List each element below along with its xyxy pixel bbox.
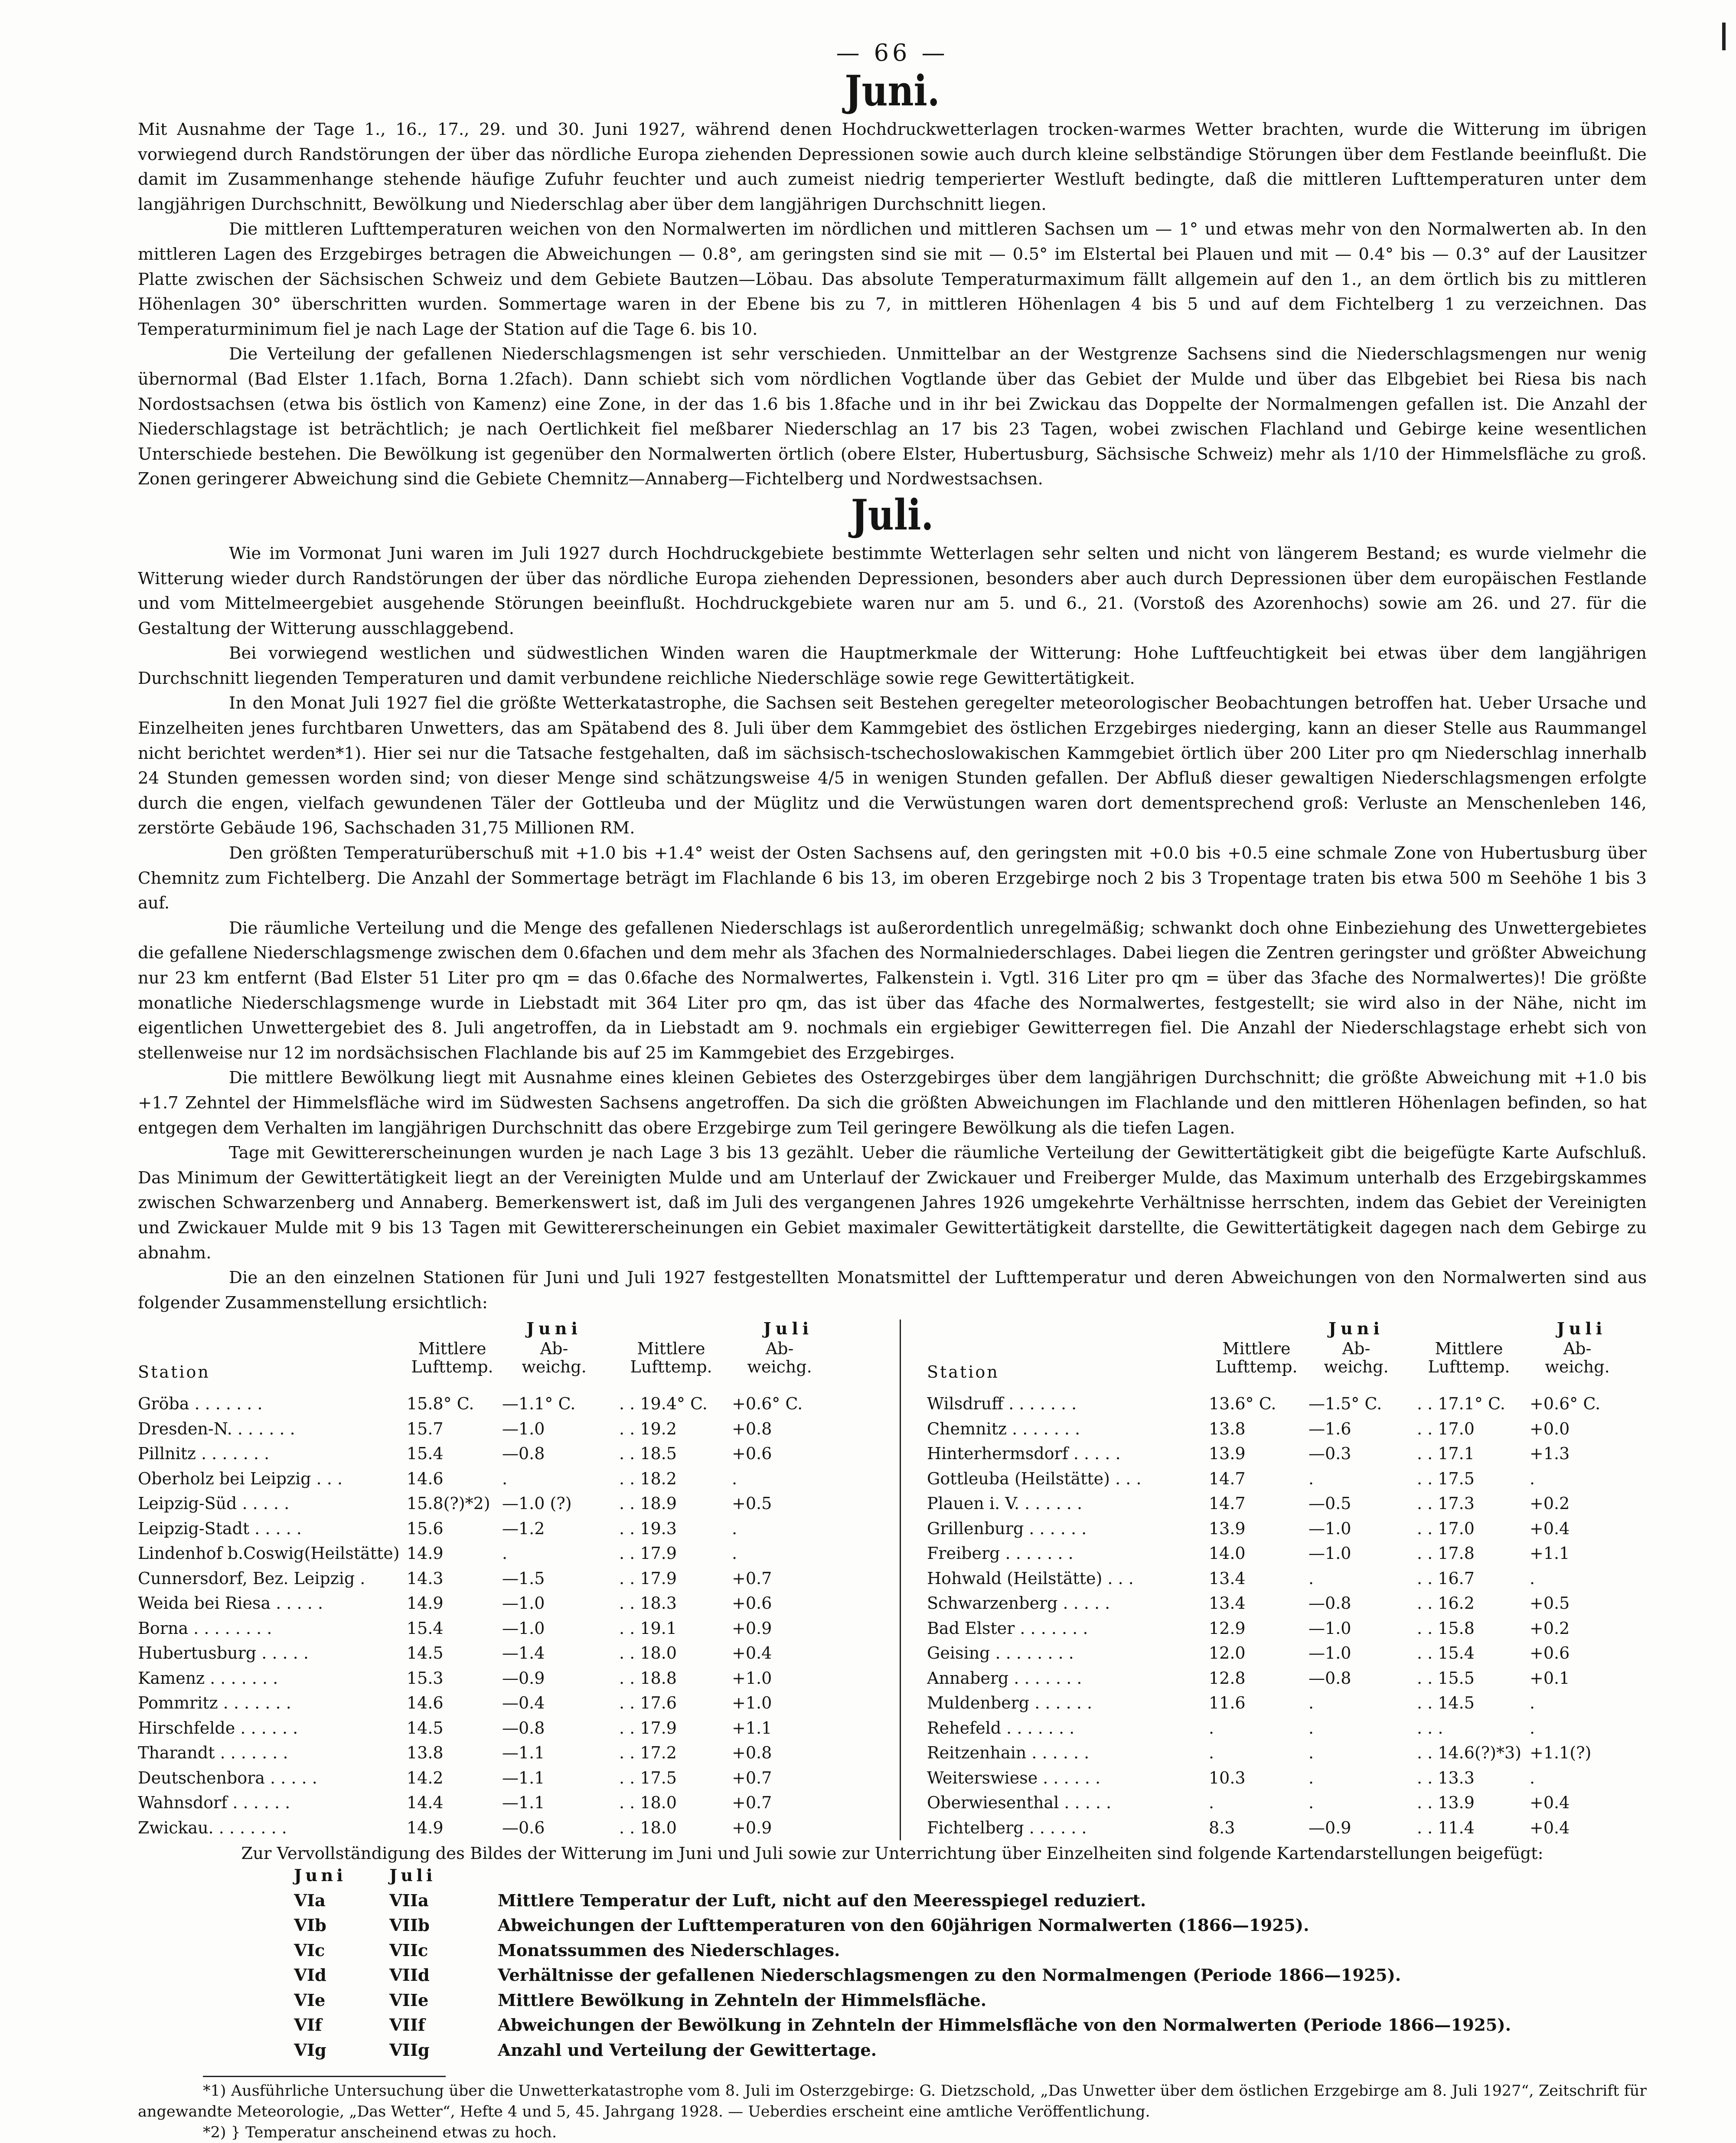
mean-juni: 13.4 <box>1209 1594 1246 1613</box>
mean-juli: . . 13.3 <box>1417 1768 1475 1787</box>
dev-juli: +0.4 <box>1530 1519 1570 1538</box>
dev-juni: —1.0 <box>1309 1544 1351 1563</box>
mean-juli: . . 17.0 <box>1417 1419 1475 1438</box>
table-row <box>138 1566 875 1591</box>
july-paragraph-4: Den größten Temperaturüberschuß mit +1.0 bis +1.4° weist der Osten Sachsens auf, den geringsten mit +0.0 bis +0.5 eine schmale Zone von Hubertusburg über Chemnitz zum Fichtelberg. Die Anzahl der Sommertage beträgt im Flachlande 6 bis 13, im oberen Erzgebirge noch 2 bis 3 Tropentage traten bis etwa 500 m Seehöhe 1 bis 3 auf. <box>138 843 1647 913</box>
table-row <box>138 1467 875 1492</box>
mean-juli: . . 17.2 <box>619 1743 677 1763</box>
map-code-juni: VIf <box>294 2016 322 2035</box>
dev-juni: —0.5 <box>1309 1494 1351 1513</box>
mean-juni: 10.3 <box>1209 1768 1246 1787</box>
map-description: Abweichungen der Lufttemperaturen von den 60jährigen Normalwerten (1866—1925). <box>498 1916 1309 1936</box>
dev-juni: —0.8 <box>1309 1594 1351 1613</box>
mean-juni: 15.8(?)*2) <box>407 1494 490 1513</box>
mean-juli: . . 19.4° C. <box>619 1394 708 1414</box>
map-code-juni: VIc <box>294 1940 325 1960</box>
table-row <box>927 1392 1647 1417</box>
dev-juni: . <box>502 1469 508 1488</box>
mean-juni: 15.3 <box>407 1668 444 1688</box>
mean-juli: . . 18.0 <box>619 1818 677 1837</box>
table-row <box>927 1467 1647 1492</box>
dev-juli: . <box>1530 1718 1535 1738</box>
station-name: Chemnitz . . . . . . . <box>927 1419 1080 1438</box>
dev-juli: +0.6 <box>1530 1643 1570 1663</box>
station-name: Freiberg . . . . . . . <box>927 1544 1074 1563</box>
dev-juni: —0.4 <box>502 1693 545 1713</box>
dev-juli: +0.4 <box>1530 1818 1570 1837</box>
dev-juni: . <box>1309 1743 1314 1763</box>
july-paragraph-5: Die räumliche Verteilung und die Menge des gefallenen Niederschlags ist außerordentlich unregelmäßig; schwankt doch ohne Einbeziehung des Unwettergebietes die gefallene Niederschlagsmenge zwischen dem 0.6fachen und dem mehr als 3fachen des Normalniederschlages. Dabei liegen die Zentren geringster und größter Abweichung nur 23 km entfernt (Bad Elster 51 Liter pro qm = das 0.6fache des Normalwertes, Falkenstein i. Vgtl. 316 Liter pro qm = über das 3fache des Normalwertes)! Die größte monatliche Niederschlagsmenge wurde in Liebstadt mit 364 Liter pro qm, das ist über das 4fache des Normalwertes, festgestellt; sie wird also in der Nähe, nicht im eigentlichen Unwettergebiet des 8. Juli angetroffen, da in Liebstadt am 9. nochmals ein ergiebiger Gewitterregen fiel. Die Anzahl der Niederschlagstage erhebt sich von stellenweise nur 12 im nordsächsischen Flachlande bis auf 25 im Kammgebiet des Erzgebirges. <box>138 918 1647 1063</box>
map-code-juli: VIIe <box>389 1990 429 2010</box>
table-row <box>927 1816 1647 1841</box>
mean-juni: 13.9 <box>1209 1519 1246 1538</box>
mean-juni: 13.6° C. <box>1209 1394 1276 1414</box>
dev-juli: +1.0 <box>732 1693 772 1713</box>
mean-juli: . . 19.2 <box>619 1419 677 1438</box>
dev-juli: +0.7 <box>732 1568 772 1588</box>
station-name: Leipzig-Süd . . . . . <box>138 1494 290 1513</box>
station-name: Wilsdruff . . . . . . . <box>927 1394 1077 1414</box>
mean-juni: 14.9 <box>407 1594 444 1613</box>
table-row <box>138 1766 875 1791</box>
dev-juni: —1.0 <box>502 1618 545 1638</box>
dev-juni: —1.1 <box>502 1793 545 1813</box>
map-list-item <box>138 1988 1647 2013</box>
mean-juli: . . 14.6(?)*3) <box>1417 1743 1521 1763</box>
dev-juli: . <box>732 1544 737 1563</box>
mean-juni: 15.6 <box>407 1519 444 1538</box>
mean-juli: . . 17.8 <box>1417 1544 1475 1563</box>
station-name: Muldenberg . . . . . . <box>927 1693 1093 1713</box>
dev-juli: +0.0 <box>1530 1419 1570 1438</box>
station-name: Pillnitz . . . . . . . <box>138 1444 270 1464</box>
dev-juni: —1.0 <box>1309 1643 1351 1663</box>
table-row <box>927 1741 1647 1766</box>
mean-juni: 13.4 <box>1209 1568 1246 1588</box>
map-list-body <box>138 1888 1647 2063</box>
mean-juli: . . 17.9 <box>619 1544 677 1563</box>
map-code-juli: VIIf <box>389 2016 425 2035</box>
station-name: Weiterswiese . . . . . . <box>927 1768 1101 1787</box>
mean-juni: 15.8° C. <box>407 1394 474 1414</box>
map-list-intro: Zur Vervollständigung des Bildes der Witterung im Juni und Juli sowie zur Unterrichtung über Einzelheiten sind folgende Kartendarstellungen beigefügt: <box>241 1844 1543 1864</box>
mean-juli: . . 11.4 <box>1417 1818 1475 1837</box>
station-name: Hirschfelde . . . . . . <box>138 1718 298 1738</box>
mean-juni: 12.9 <box>1209 1618 1246 1638</box>
dev-juni: —0.6 <box>502 1818 545 1837</box>
mean-juli: . . 16.2 <box>1417 1594 1475 1613</box>
header-dev-juni: Ab- weichg. <box>522 1339 587 1377</box>
map-list-item <box>138 2038 1647 2063</box>
mean-juli: . . 17.1 <box>1417 1444 1475 1464</box>
mean-juli: . . 18.0 <box>619 1793 677 1813</box>
map-code-juli: VIIg <box>389 2040 430 2060</box>
mean-juni: . <box>1209 1743 1214 1763</box>
heading-june: Juni. <box>845 66 940 115</box>
table-row <box>927 1790 1647 1816</box>
heading-july: Juli. <box>851 490 934 539</box>
table-row <box>138 1691 875 1716</box>
dev-juni: —1.0 <box>1309 1519 1351 1538</box>
july-paragraph-3: In den Monat Juli 1927 fiel die größte Wetterkatastrophe, die Sachsen seit Bestehen geregelter meteorologischer Beobachtungen betroffen hat. Ueber Ursache und Einzelheiten jenes furchtbaren Unwetters, das am Spätabend des 8. Juli über dem Kammgebiet des östlichen Erzgebirges niederging, kann an dieser Stelle aus Raummangel nicht berichtet werden*1). Hier sei nur die Tatsache festgehalten, daß im sächsisch-tschechoslowakischen Kammgebiet örtlich über 200 Liter pro qm Niederschlag innerhalb 24 Stunden gemessen worden sind; von dieser Menge sind schätzungsweise 4/5 in wenigen Stunden gefallen. Der Abfluß dieser gewaltigen Niederschlagsmengen erfolgte durch die engen, vielfach gewundenen Täler der Gottleuba und der Müglitz und die Verwüstungen waren dort dementsprechend groß: Verluste an Menschenleben 146, zerstörte Gebäude 196, Sachschaden 31,75 Millionen RM. <box>138 693 1647 838</box>
dev-juni: —1.0 <box>1309 1618 1351 1638</box>
dev-juni: —1.2 <box>502 1519 545 1538</box>
dev-juli: +1.1(?) <box>1530 1743 1592 1763</box>
mean-juni: 14.5 <box>407 1718 444 1738</box>
dev-juli: . <box>1530 1469 1535 1488</box>
dev-juni: —0.8 <box>502 1718 545 1738</box>
table-row <box>138 1616 875 1641</box>
june-paragraph-3: Die Verteilung der gefallenen Niederschlagsmengen ist sehr verschieden. Unmittelbar an der Westgrenze Sachsens sind die Niederschlagsmengen nur wenig übernormal (Bad Elster 1.1fach, Borna 1.2fach). Dann schiebt sich vom nördlichen Vogtlande über das Gebiet der Mulde und über das Elbgebiet bei Riesa bis nach Nordostsachsen (etwa bis östlich von Kamenz) eine Zone, in der das 1.6 bis 1.8fache und in ihr bei Zwickau das Doppelte der Normalmengen gefallen ist. Die Anzahl der Niederschlagstage ist beträchtlich; je nach Oertlichkeit fiel meßbarer Niederschlag an 17 bis 23 Tagen, wobei zwischen Flachland und Gebirge keine wesentlichen Unterschiede bestehen. Die Bewölkung ist gegenüber den Normalwerten örtlich (obere Elster, Hubertusburg, Sächsische Schweiz) mehr als 1/10 der Himmelsfläche zu groß. Zonen geringerer Abweichung sind die Gebiete Chemnitz—Annaberg—Fichtelberg und Nordwestsachsen. <box>138 344 1647 489</box>
dev-juni: —0.9 <box>1309 1818 1351 1837</box>
station-name: Plauen i. V. . . . . . . <box>927 1494 1083 1513</box>
dev-juli: +1.3 <box>1530 1444 1570 1464</box>
station-name: Hohwald (Heilstätte) . . . <box>927 1568 1134 1588</box>
station-name: Deutschenbora . . . . . <box>138 1768 317 1787</box>
station-name: Lindenhof b.Coswig(Heilstätte) <box>138 1544 400 1563</box>
table-row <box>927 1417 1647 1442</box>
mean-juli: . . 18.5 <box>619 1444 677 1464</box>
document-page <box>138 39 1647 2143</box>
mean-juli: . . 15.4 <box>1417 1643 1475 1663</box>
dev-juli: +0.4 <box>1530 1793 1570 1813</box>
scan-edge-mark <box>1722 23 1726 50</box>
mean-juni: 14.3 <box>407 1568 444 1588</box>
mean-juli: . . 17.9 <box>619 1568 677 1588</box>
header-juni: Juni <box>1328 1319 1384 1339</box>
dev-juni: . <box>1309 1693 1314 1713</box>
map-description: Abweichungen der Bewölkung in Zehnteln der Himmelsfläche von den Normalwerten (Periode 1866—1925). <box>498 2016 1511 2035</box>
dev-juli: +0.7 <box>732 1793 772 1813</box>
station-name: Fichtelberg . . . . . . <box>927 1818 1087 1837</box>
map-list-item <box>138 1888 1647 1914</box>
map-list-item <box>138 1963 1647 1988</box>
dev-juli: +1.1 <box>1530 1544 1570 1563</box>
table-row <box>138 1816 875 1841</box>
footnote-rule <box>203 2076 446 2077</box>
july-paragraph-1: Wie im Vormonat Juni waren im Juli 1927 durch Hochdruckgebiete bestimmte Wetterlagen sehr selten und nicht von längerem Bestand; es wurde vielmehr die Witterung wieder durch Randstörungen der über das nördliche Europa ziehenden Depressionen, besonders aber auch durch Depressionen über dem europäischen Festlande und vom Mittelmeergebiet ausgehende Störungen beeinflußt. Hochdruckgebiete waren nur am 5. und 6., 21. (Vorstoß des Azorenhochs) sowie am 26. und 27. für die Gestaltung der Witterung ausschlaggebend. <box>138 543 1647 638</box>
table-body-left <box>138 1392 875 1840</box>
dev-juni: . <box>1309 1718 1314 1738</box>
dev-juni: . <box>1309 1568 1314 1588</box>
table-row <box>138 1641 875 1666</box>
table-row <box>927 1691 1647 1716</box>
table-row <box>138 1491 875 1516</box>
mean-juli: . . 18.3 <box>619 1594 677 1613</box>
mean-juli: . . 15.8 <box>1417 1618 1475 1638</box>
station-name: Cunnersdorf, Bez. Leipzig . <box>138 1568 365 1588</box>
mean-juni: 14.4 <box>407 1793 444 1813</box>
dev-juni: —1.6 <box>1309 1419 1351 1438</box>
dev-juni: —0.8 <box>502 1444 545 1464</box>
table-row <box>138 1541 875 1566</box>
map-description: Mittlere Bewölkung in Zehnteln der Himmelsfläche. <box>498 1990 987 2010</box>
station-name: Schwarzenberg . . . . . <box>927 1594 1110 1613</box>
dev-juni: —0.3 <box>1309 1444 1351 1464</box>
mean-juni: 12.0 <box>1209 1643 1246 1663</box>
dev-juli: +0.6° C. <box>732 1394 803 1414</box>
map-list-item <box>138 1938 1647 1963</box>
map-code-juni: VId <box>294 1966 326 1986</box>
page-number: — 66 — <box>836 39 949 66</box>
temperature-tables <box>138 1320 1647 1840</box>
dev-juni: . <box>502 1544 508 1563</box>
table-row <box>927 1516 1647 1542</box>
table-row <box>138 1716 875 1741</box>
station-name: Geising . . . . . . . . <box>927 1643 1074 1663</box>
header-mean-juni: Mittlere Lufttemp. <box>411 1339 493 1377</box>
station-name: Weida bei Riesa . . . . . <box>138 1594 323 1613</box>
map-code-juni: VIg <box>294 2040 326 2060</box>
mean-juni: 13.8 <box>1209 1419 1246 1438</box>
table-header <box>927 1320 1647 1392</box>
map-col-juli: Juli <box>389 1866 436 1886</box>
table-row <box>138 1417 875 1442</box>
mean-juni: . <box>1209 1718 1214 1738</box>
mean-juli: . . 18.0 <box>619 1643 677 1663</box>
dev-juni: —1.0 (?) <box>502 1494 572 1513</box>
station-name: Borna . . . . . . . . <box>138 1618 272 1638</box>
july-paragraph-7: Tage mit Gewittererscheinungen wurden je nach Lage 3 bis 13 gezählt. Ueber die räumliche Verteilung der Gewittertätigkeit gibt die beigefügte Karte Aufschluß. Das Minimum der Gewittertätigkeit liegt an der Vereinigten Mulde und am Unterlauf der Zwickauer und Freiberger Mulde, das Maximum unterhalb des Erzgebirgskammes zwischen Schwarzenberg und Annaberg. Bemerkenswert ist, daß im Juli des vergangenen Jahres 1926 umgekehrte Verhältnisse herrschten, indem das Gebiet der Vereinigten und Zwickauer Mulde mit 9 bis 13 Tagen mit Gewittererscheinungen ein Gebiet maximaler Gewittertätigkeit darstellte, die Gewittertätigkeit dagegen nach dem Gebirge zu abnahm. <box>138 1143 1647 1263</box>
mean-juni: 14.9 <box>407 1544 444 1563</box>
mean-juli: . . 16.7 <box>1417 1568 1475 1588</box>
dev-juni: —1.5° C. <box>1309 1394 1382 1414</box>
mean-juli: . . 19.3 <box>619 1519 677 1538</box>
dev-juli: +0.2 <box>1530 1618 1570 1638</box>
table-row <box>927 1641 1647 1666</box>
table-row <box>138 1741 875 1766</box>
header-mean-juni: Mittlere Lufttemp. <box>1215 1339 1298 1377</box>
dev-juli: . <box>1530 1568 1535 1588</box>
mean-juli: . . . <box>1417 1718 1443 1738</box>
map-list <box>138 1844 1647 2063</box>
dev-juli: . <box>1530 1693 1535 1713</box>
mean-juli: . . 18.8 <box>619 1668 677 1688</box>
mean-juni: 13.8 <box>407 1743 444 1763</box>
footnote-1: *1) Ausführliche Untersuchung über die Unwetterkatastrophe vom 8. Juli im Osterzgebirge: G. Dietzschold, „Das Unwetter über dem östlichen Erzgebirge am 8. Juli 1927“, Zeitschrift für angewandte Meteorologie, „Das Wetter“, Hefte 4 und 5, 45. Jahrgang 1928. — Ueberdies erscheint eine amtliche Veröffentlichung. <box>138 2082 1647 2121</box>
map-description: Monatssummen des Niederschlages. <box>498 1940 840 1960</box>
july-paragraph-8: Die an den einzelnen Stationen für Juni und Juli 1927 festgestellten Monatsmittel der Lufttemperatur und deren Abweichungen von den Normalwerten sind aus folgender Zusammenstellung ersichtlich: <box>138 1268 1647 1313</box>
dev-juli: +0.8 <box>732 1419 772 1438</box>
mean-juli: . . 17.1° C. <box>1417 1394 1505 1414</box>
dev-juli: +0.4 <box>732 1643 772 1663</box>
dev-juli: . <box>1530 1768 1535 1787</box>
header-mean-juli: Mittlere Lufttemp. <box>630 1339 712 1377</box>
station-name: Gröba . . . . . . . <box>138 1394 263 1414</box>
station-name: Annaberg . . . . . . . <box>927 1668 1082 1688</box>
station-name: Oberwiesenthal . . . . . <box>927 1793 1112 1813</box>
station-name: Pommritz . . . . . . . <box>138 1693 291 1713</box>
map-col-juni: Juni <box>294 1866 346 1886</box>
july-paragraph-6: Die mittlere Bewölkung liegt mit Ausnahme eines kleinen Gebietes des Osterzgebirges über dem langjährigen Durchschnitt; die größte Abweichung mit +1.0 bis +1.7 Zehntel der Himmelsfläche wird im Südwesten Sachsens angetroffen. Da sich die größten Abweichungen im Flachlande und den mittleren Höhenlagen befinden, so hat entgegen dem Verhalten im langjährigen Durchschnitt das obere Erzgebirge zum Teil geringere Bewölkung als die tiefen Lagen. <box>138 1068 1647 1138</box>
mean-juni: 14.7 <box>1209 1494 1246 1513</box>
mean-juli: . . 14.5 <box>1417 1693 1475 1713</box>
mean-juni: 14.9 <box>407 1818 444 1837</box>
header-juni: Juni <box>526 1319 582 1339</box>
june-paragraph-2: Die mittleren Lufttemperaturen weichen von den Normalwerten im nördlichen und mittleren Sachsen um — 1° und etwas mehr von den Normalwerten ab. In den mittleren Lagen des Erzgebirges betragen die Abweichungen — 0.8°, am geringsten sind sie mit — 0.5° im Elstertal bei Plauen und mit — 0.4° bis — 0.3° auf der Lausitzer Platte zwischen der Sächsischen Schweiz und dem Gebiete Bautzen—Löbau. Das absolute Temperaturmaximum fällt allgemein auf den 1., an dem örtlich bis zu mittleren Höhenlagen 30° überschritten wurden. Sommertage waren in der Ebene bis zu 7, in mittleren Höhenlagen 4 bis 5 und auf dem Fichtelberg 1 zu verzeichnen. Das Temperaturminimum fiel je nach Lage der Station auf die Tage 6. bis 10. <box>138 219 1647 339</box>
map-list-item <box>138 2013 1647 2038</box>
header-station: Station <box>927 1362 999 1382</box>
mean-juli: . . 15.5 <box>1417 1668 1475 1688</box>
map-description: Mittlere Temperatur der Luft, nicht auf den Meeresspiegel reduziert. <box>498 1891 1146 1911</box>
mean-juni: 13.9 <box>1209 1444 1246 1464</box>
mean-juli: . . 13.9 <box>1417 1793 1475 1813</box>
mean-juni: 15.4 <box>407 1618 444 1638</box>
dev-juni: —1.4 <box>502 1643 545 1663</box>
mean-juni: 12.8 <box>1209 1668 1246 1688</box>
station-name: Rehefeld . . . . . . . <box>927 1718 1075 1738</box>
header-dev-juli: Ab- weichg. <box>1545 1339 1610 1377</box>
table-header <box>138 1320 875 1392</box>
table-row <box>927 1541 1647 1566</box>
mean-juli: . . 17.3 <box>1417 1494 1475 1513</box>
header-mean-juli: Mittlere Lufttemp. <box>1428 1339 1510 1377</box>
map-code-juni: VIb <box>294 1916 326 1936</box>
dev-juni: —1.1° C. <box>502 1394 576 1414</box>
station-name: Tharandt . . . . . . . <box>138 1743 288 1763</box>
header-dev-juni: Ab- weichg. <box>1324 1339 1389 1377</box>
dev-juli: +0.8 <box>732 1743 772 1763</box>
mean-juni: 14.2 <box>407 1768 444 1787</box>
mean-juli: . . 18.9 <box>619 1494 677 1513</box>
map-code-juli: VIIc <box>389 1940 428 1960</box>
map-code-juni: VIe <box>294 1990 326 2010</box>
dev-juni: —0.8 <box>1309 1668 1351 1688</box>
header-station: Station <box>138 1362 210 1382</box>
dev-juli: +0.1 <box>1530 1668 1570 1688</box>
dev-juni: . <box>1309 1793 1314 1813</box>
mean-juni: 14.6 <box>407 1693 444 1713</box>
table-row <box>927 1441 1647 1467</box>
station-name: Zwickau. . . . . . . . <box>138 1818 287 1837</box>
header-juli: Juli <box>763 1319 813 1339</box>
mean-juni: 14.7 <box>1209 1469 1246 1488</box>
station-name: Reitzenhain . . . . . . <box>927 1743 1090 1763</box>
table-row <box>927 1491 1647 1516</box>
dev-juli: +1.1 <box>732 1718 772 1738</box>
table-row <box>927 1666 1647 1691</box>
map-description: Anzahl und Verteilung der Gewittertage. <box>498 2040 877 2060</box>
table-row <box>927 1566 1647 1591</box>
dev-juli: +0.6° C. <box>1530 1394 1601 1414</box>
dev-juli: +1.0 <box>732 1668 772 1688</box>
mean-juni: 14.0 <box>1209 1544 1246 1563</box>
dev-juli: +0.2 <box>1530 1494 1570 1513</box>
table-row <box>927 1616 1647 1641</box>
dev-juni: . <box>1309 1768 1314 1787</box>
map-code-juli: VIId <box>389 1966 430 1986</box>
mean-juni: 11.6 <box>1209 1693 1246 1713</box>
dev-juli: +0.6 <box>732 1444 772 1464</box>
mean-juni: 14.5 <box>407 1643 444 1663</box>
map-code-juni: VIa <box>294 1891 326 1911</box>
map-code-juli: VIIb <box>389 1916 430 1936</box>
july-paragraph-2: Bei vorwiegend westlichen und südwestlichen Winden waren die Hauptmerkmale der Witterung: Hohe Luftfeuchtigkeit bei etwas über dem langjährigen Durchschnitt liegenden Temperaturen und damit verbundene reichliche Niederschläge sowie rege Gewittertätigkeit. <box>138 644 1647 688</box>
dev-juli: +0.9 <box>732 1618 772 1638</box>
dev-juli: . <box>732 1519 737 1538</box>
table-row <box>138 1392 875 1417</box>
mean-juli: . . 17.5 <box>619 1768 677 1787</box>
dev-juli: +0.7 <box>732 1768 772 1787</box>
mean-juli: . . 17.5 <box>1417 1469 1475 1488</box>
dev-juli: +0.5 <box>732 1494 772 1513</box>
table-row <box>138 1441 875 1467</box>
station-name: Dresden-N. . . . . . . <box>138 1419 295 1438</box>
header-juli: Juli <box>1557 1319 1607 1339</box>
station-name: Grillenburg . . . . . . <box>927 1519 1087 1538</box>
table-row <box>927 1716 1647 1741</box>
dev-juli: . <box>732 1469 737 1488</box>
table-row <box>138 1666 875 1691</box>
mean-juli: . . 17.0 <box>1417 1519 1475 1538</box>
header-dev-juli: Ab- weichg. <box>747 1339 812 1377</box>
table-row <box>927 1591 1647 1616</box>
table-row <box>138 1591 875 1616</box>
dev-juni: —1.0 <box>502 1594 545 1613</box>
station-name: Kamenz . . . . . . . <box>138 1668 278 1688</box>
table-row <box>138 1790 875 1816</box>
mean-juni: 15.4 <box>407 1444 444 1464</box>
mean-juli: . . 18.2 <box>619 1469 677 1488</box>
map-list-header <box>138 1863 1647 1888</box>
mean-juni: . <box>1209 1793 1214 1813</box>
dev-juni: . <box>1309 1469 1314 1488</box>
mean-juli: . . 19.1 <box>619 1618 677 1638</box>
mean-juni: 8.3 <box>1209 1818 1235 1837</box>
station-name: Gottleuba (Heilstätte) . . . <box>927 1469 1142 1488</box>
station-name: Hubertusburg . . . . . <box>138 1643 309 1663</box>
dev-juni: —1.5 <box>502 1568 545 1588</box>
map-description: Verhältnisse der gefallenen Niederschlagsmengen zu den Normalmengen (Periode 1866—1925). <box>498 1966 1401 1986</box>
dev-juli: +0.9 <box>732 1818 772 1837</box>
temperature-table-left <box>138 1320 875 1840</box>
dev-juni: —0.9 <box>502 1668 545 1688</box>
table-row <box>138 1516 875 1542</box>
dev-juni: —1.1 <box>502 1743 545 1763</box>
table-row <box>927 1766 1647 1791</box>
mean-juni: 15.7 <box>407 1419 444 1438</box>
map-list-item <box>138 1913 1647 1938</box>
temperature-table-right <box>900 1320 1647 1840</box>
table-body-right <box>927 1392 1647 1840</box>
station-name: Bad Elster . . . . . . . <box>927 1618 1088 1638</box>
station-name: Oberholz bei Leipzig . . . <box>138 1469 343 1488</box>
mean-juni: 14.6 <box>407 1469 444 1488</box>
station-name: Hinterhermsdorf . . . . . <box>927 1444 1121 1464</box>
mean-juli: . . 17.9 <box>619 1718 677 1738</box>
dev-juli: +0.5 <box>1530 1594 1570 1613</box>
june-paragraph-1: Mit Ausnahme der Tage 1., 16., 17., 29. und 30. Juni 1927, während denen Hochdruckwetterlagen trocken-warmes Wetter brachten, wurde die Witterung im übrigen vorwiegend durch Randstörungen der über das nördliche Europa ziehenden Depressionen sowie auch durch kleine selbständige Störungen über dem Festlande beeinflußt. Die damit im Zusammenhange stehende häufige Zufuhr feuchter und auch zumeist niedrig temperierter Westluft bedingte, daß die mittleren Lufttemperaturen unter dem langjährigen Durchschnitt, Bewölkung und Niederschlag aber über dem langjährigen Durchschnitt liegen. <box>138 120 1647 214</box>
dev-juni: —1.0 <box>502 1419 545 1438</box>
map-code-juli: VIIa <box>389 1891 429 1911</box>
dev-juni: —1.1 <box>502 1768 545 1787</box>
dev-juli: +0.6 <box>732 1594 772 1613</box>
station-name: Wahnsdorf . . . . . . <box>138 1793 290 1813</box>
station-name: Leipzig-Stadt . . . . . <box>138 1519 302 1538</box>
footnote-2: *2) } Temperatur anscheinend etwas zu hoch. <box>203 2124 557 2142</box>
mean-juli: . . 17.6 <box>619 1693 677 1713</box>
